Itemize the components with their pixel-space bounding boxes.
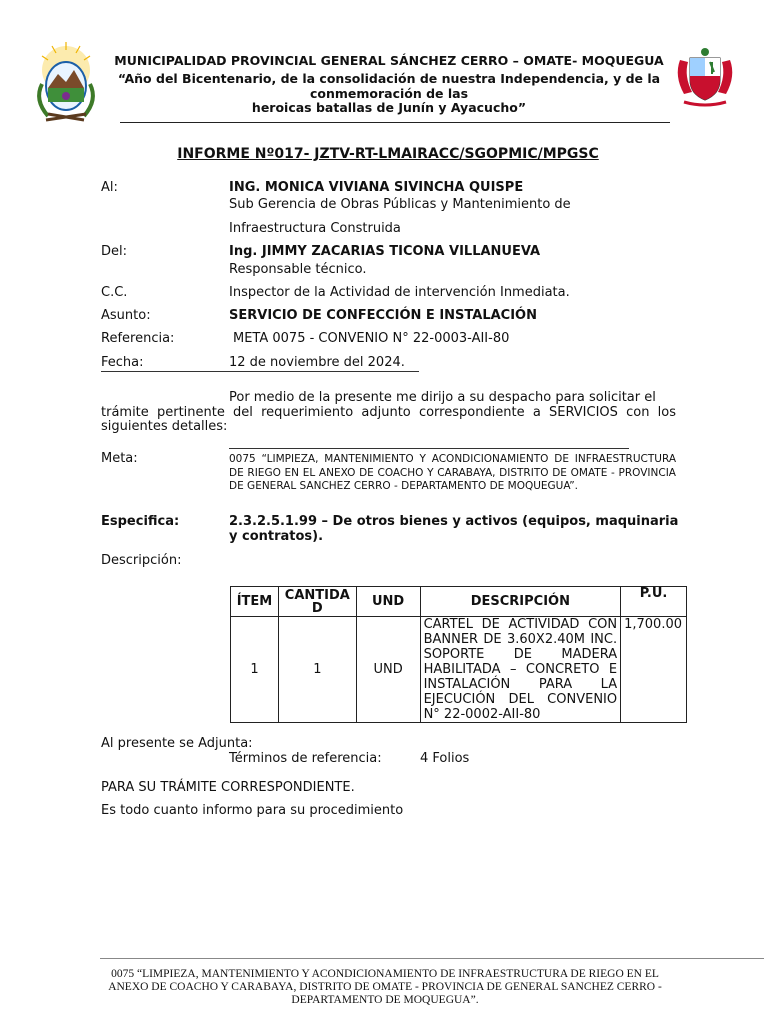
items-table <box>230 586 687 723</box>
intro-line-1: Por medio de la presente me dirijo a su despacho para solicitar el <box>229 390 656 405</box>
asunto-value: SERVICIO DE CONFECCIÓN E INSTALACIÓN <box>229 308 537 323</box>
al-label: Al: <box>101 180 118 195</box>
footer-divider <box>100 958 764 959</box>
header-cantidad: CANTIDAD <box>278 587 356 617</box>
institution-name: MUNICIPALIDAD PROVINCIAL GENERAL SÁNCHEZ CERRO – OMATE- MOQUEGUA <box>114 53 664 68</box>
table-row <box>231 617 687 723</box>
cc-value: Inspector de la Actividad de intervención Inmediata. <box>229 285 570 300</box>
referencia-value: META 0075 - CONVENIO N° 22-0003-AII-80 <box>233 331 510 346</box>
report-title: INFORME Nº017- JZTV-RT-LMAIRACC/SGOPMIC/MPGSC <box>177 146 599 162</box>
del-prefix: Ing. <box>229 244 262 259</box>
motto-line-2: heroicas batallas de Junín y Ayacucho” <box>251 100 527 115</box>
year-motto <box>104 72 674 116</box>
footer-text: 0075 “LIMPIEZA, MANTENIMIENTO Y ACONDICIONAMIENTO DE INFRAESTRUCTURA DE RIEGO EN EL ANEXO DE COACHO Y CARABAYA, DISTRITO DE OMATE - PROVINCIA DE GENERAL SANCHEZ CERRO - DEPARTAMENTO DE MOQUEGUA”. <box>108 968 662 1006</box>
del-label: Del: <box>101 244 127 259</box>
al-role-line-1: Sub Gerencia de Obras Públicas y Mantenimiento de <box>229 197 571 212</box>
tramite-text: PARA SU TRÁMITE CORRESPONDIENTE. <box>101 780 355 795</box>
municipal-shield-icon <box>28 40 104 128</box>
cc-label: C.C. <box>101 285 128 300</box>
cell-descripcion: CARTEL DE ACTIVIDAD CON BANNER DE 3.60X2.40M INC. SOPORTE DE MADERA HABILITADA – CONCRETO E INSTALACIÓN PARA LA EJECUCIÓN DEL CONVENIO N° 22-0002-AII-80 <box>420 617 621 723</box>
del-role: Responsable técnico. <box>229 262 367 277</box>
header-pu: P.U. <box>621 587 687 617</box>
fecha-divider <box>101 371 419 372</box>
cell-und: UND <box>356 617 420 723</box>
header-divider <box>120 122 670 123</box>
peru-coat-of-arms-icon <box>674 46 736 108</box>
fecha-label: Fecha: <box>101 355 144 370</box>
header-item: ÍTEM <box>231 587 279 617</box>
informo-text: Es todo cuanto informo para su procedimiento <box>101 803 404 818</box>
especifica-value: 2.3.2.5.1.99 – De otros bienes y activos (equipos, maquinaria y contratos). <box>229 514 679 544</box>
adjunta-text: Al presente se Adjunta: <box>101 736 253 751</box>
asunto-label: Asunto: <box>101 308 151 323</box>
terminos-value: 4 Folios <box>420 751 470 766</box>
meta-value: 0075 “LIMPIEZA, MANTENIMIENTO Y ACONDICIONAMIENTO DE INFRAESTRUCTURA DE RIEGO EN EL ANEXO DE COACHO Y CARABAYA, DISTRITO DE OMATE - PROVINCIA DE GENERAL SANCHEZ CERRO - DEPARTAMENTO DE MOQUEGUA”. <box>229 453 676 492</box>
intro-line-2: trámite pertinente del requerimiento adjunto correspondiente a SERVICIOS con los siguientes detalles: <box>101 405 676 434</box>
cell-item: 1 <box>231 617 279 723</box>
al-role-line-2: Infraestructura Construida <box>229 221 401 236</box>
del-name <box>229 244 540 259</box>
meta-divider <box>229 448 629 449</box>
descripcion-label: Descripción: <box>101 553 182 568</box>
terminos-label: Términos de referencia: <box>229 751 382 766</box>
al-name: ING. MONICA VIVIANA SIVINCHA QUISPE <box>229 180 524 195</box>
referencia-label: Referencia: <box>101 331 175 346</box>
header-descripcion: DESCRIPCIÓN <box>420 587 621 617</box>
cell-pu: 1,700.00 <box>621 617 687 723</box>
fecha-value: 12 de noviembre del 2024. <box>229 355 405 370</box>
meta-label: Meta: <box>101 451 138 466</box>
motto-line-1: “Año del Bicentenario, de la consolidación de nuestra Independencia, y de la conmemoración de las <box>117 71 661 101</box>
table-header-row <box>231 587 687 617</box>
cell-cantidad: 1 <box>278 617 356 723</box>
especifica-label: Especifica: <box>101 514 180 529</box>
del-name-text: JIMMY ZACARIAS TICONA VILLANUEVA <box>261 244 541 259</box>
header-und: UND <box>356 587 420 617</box>
